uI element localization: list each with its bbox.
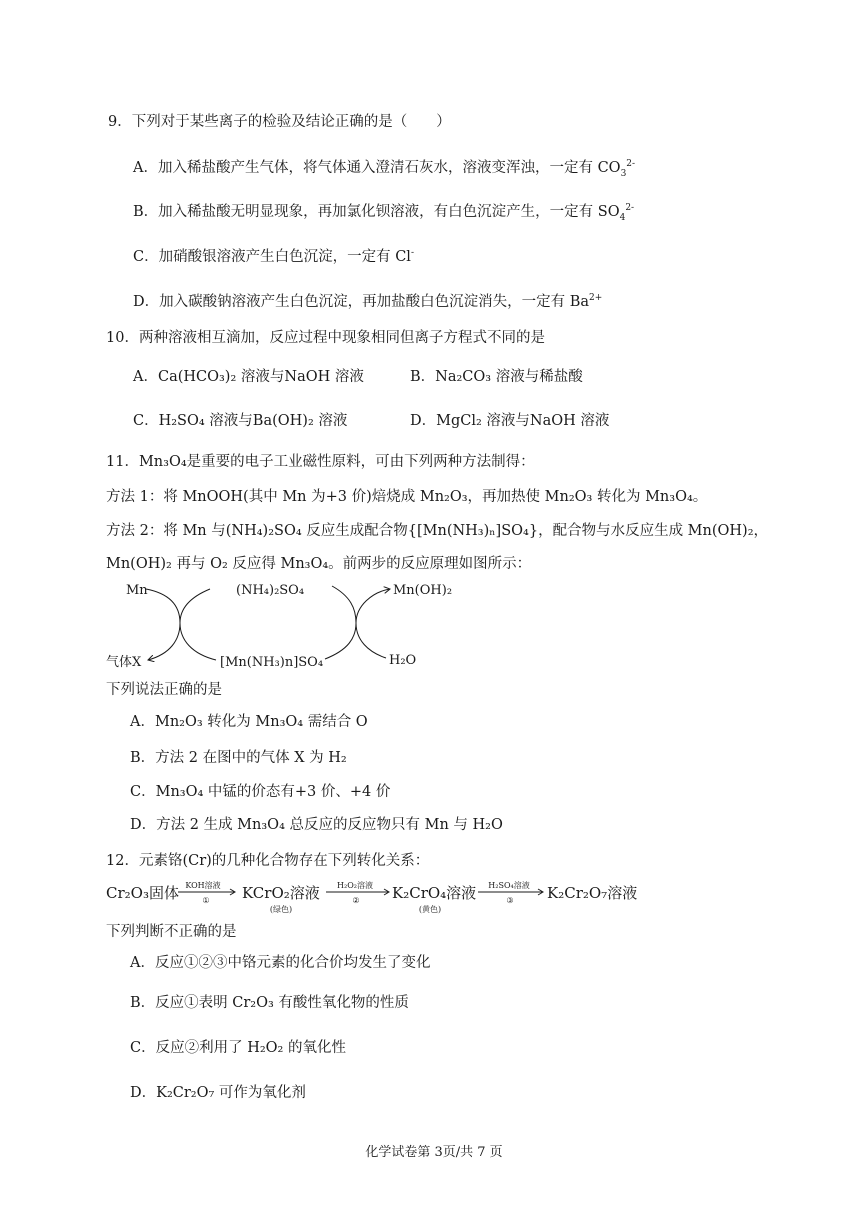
chain-k2cr2o7: K₂Cr₂O₇溶液 (547, 884, 638, 902)
q12-stem: 12．元素铬(Cr)的几种化合物存在下列转化关系： (106, 853, 430, 869)
q9-option-a-text: A．加入稀盐酸产生气体，将气体通入澄清石灰水，溶液变浑浊，一定有 CO (133, 160, 621, 176)
diagram-mn-label: Mn (126, 583, 148, 598)
q11-stem: 11．Mn₃O₄是重要的电子工业磁性原料，可由下列两种方法制得： (106, 454, 535, 470)
q11-method2-line2: Mn(OH)₂ 再与 O₂ 反应得 Mn₃O₄。前两步的反应原理如图所示： (106, 556, 532, 572)
chain-arrow1-reagent: KOH溶液 (185, 881, 221, 890)
chain-arrow2-reagent: H₂O₂溶液 (337, 881, 373, 890)
chromium-conversion-chain (106, 876, 666, 920)
diagram-complex-label: [Mn(NH₃)n]SO₄ (220, 655, 324, 670)
q9-option-a-sub: 3 (620, 168, 627, 179)
q9-option-a (133, 158, 635, 178)
chain-arrow2-step: ② (352, 896, 360, 905)
q9-option-c-text: C．加硝酸银溶液产生白色沉淀，一定有 Cl (133, 249, 411, 265)
reaction-cycle-diagram (100, 578, 453, 678)
chain-kcro2-color: (绿色) (269, 905, 293, 914)
arc-nh4so4-to-complex (180, 589, 216, 660)
q9-option-c (133, 247, 414, 267)
q11-option-c: C．Mn₃O₄ 中锰的价态有+3 价、+4 价 (130, 784, 391, 800)
q10-option-d: D．MgCl₂ 溶液与NaOH 溶液 (410, 413, 610, 429)
q9-option-d-sup: 2+ (589, 293, 603, 304)
q9-option-b-text: B．加入稀盐酸无明显现象，再加氯化钡溶液，有白色沉淀产生，一定有 SO (133, 204, 620, 220)
chain-k2cro4: K₂CrO₄溶液 (392, 884, 477, 902)
q11-method1: 方法 1：将 MnOOH(其中 Mn 为+3 价)焙烧成 Mn₂O₃，再加热使 Mn₂O₃ 转化为 Mn₃O₄。 (106, 489, 708, 505)
arrow-complex-to-mnoh2 (325, 589, 390, 659)
q11-ask: 下列说法正确的是 (106, 682, 222, 698)
page-footer: 化学试卷第 3页/共 7 页 (365, 1145, 503, 1160)
chain-kcro2: KCrO₂溶液 (242, 884, 320, 902)
q10-option-c: C．H₂SO₄ 溶液与Ba(OH)₂ 溶液 (133, 413, 348, 429)
chain-arrow3-step: ③ (506, 896, 514, 905)
q9-option-b-sup: 2- (625, 203, 635, 214)
q11-option-b: B．方法 2 在图中的气体 X 为 H₂ (130, 750, 347, 766)
q12-option-d: D．K₂Cr₂O₇ 可作为氧化剂 (130, 1085, 306, 1101)
q11-method2-line1: 方法 2：将 Mn 与(NH₄)₂SO₄ 反应生成配合物{[Mn(NH₃)ₙ]SO₄}，配合物与水反应生成 Mn(OH)₂， (106, 523, 769, 539)
q10-option-a: A．Ca(HCO₃)₂ 溶液与NaOH 溶液 (133, 369, 364, 385)
q12-option-a: A．反应①②③中铬元素的化合价均发生了变化 (130, 955, 431, 971)
diagram-nh4so4-label: (NH₄)₂SO₄ (236, 583, 305, 598)
q11-option-a: A．Mn₂O₃ 转化为 Mn₃O₄ 需结合 O (130, 714, 368, 730)
q9-option-b (133, 202, 634, 222)
q9-option-c-sup: - (410, 248, 414, 259)
diagram-mnoh2-label: Mn(OH)₂ (393, 583, 453, 598)
diagram-gas-x-label: 气体X (106, 655, 142, 670)
chain-arrow1-step: ① (202, 896, 210, 905)
chain-k2cro4-color: (黄色) (418, 905, 442, 914)
arrow-mn-to-gas-x (146, 589, 180, 660)
q9-option-d-text: D．加入碳酸钠溶液产生白色沉淀，再加盐酸白色沉淀消失，一定有 Ba (133, 294, 590, 310)
q10-stem: 10．两种溶液相互滴加，反应过程中现象相同但离子方程式不同的是 (106, 330, 545, 346)
q9-stem: 9．下列对于某些离子的检验及结论正确的是（ ） (108, 114, 451, 130)
arc-water-branch (332, 586, 386, 658)
diagram-h2o-label: H₂O (389, 653, 417, 668)
q12-option-c: C．反应②利用了 H₂O₂ 的氧化性 (130, 1040, 346, 1056)
q9-option-d (133, 292, 602, 312)
q9-option-b-sub: 4 (619, 212, 626, 223)
q10-option-b: B．Na₂CO₃ 溶液与稀盐酸 (410, 369, 583, 385)
q11-option-d: D．方法 2 生成 Mn₃O₄ 总反应的反应物只有 Mn 与 H₂O (130, 817, 503, 833)
q9-option-a-sup: 2- (626, 159, 636, 170)
q12-option-b: B．反应①表明 Cr₂O₃ 有酸性氧化物的性质 (130, 995, 409, 1011)
chain-cr2o3: Cr₂O₃固体 (106, 884, 179, 902)
chain-arrow3-reagent: H₂SO₄溶液 (488, 881, 530, 890)
q12-ask: 下列判断不正确的是 (106, 924, 237, 940)
